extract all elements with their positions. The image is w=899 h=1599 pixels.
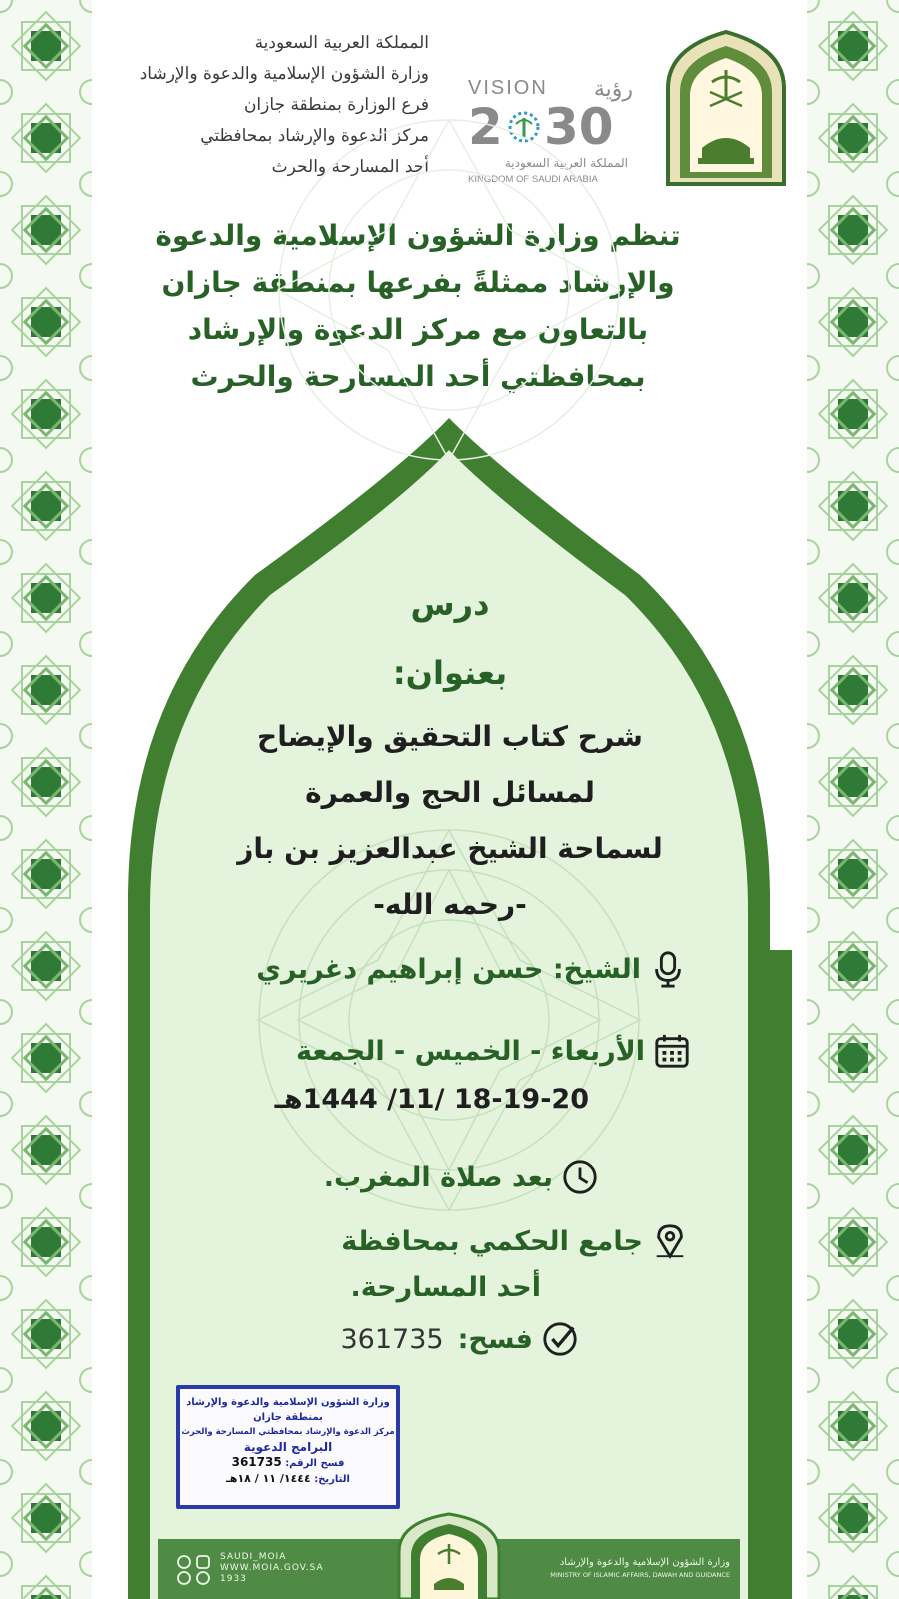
clock-icon [561, 1158, 599, 1196]
location-row-2 [351, 1272, 541, 1303]
intro-line-4: بمحافظتي أحد المسارحة والحرث [190, 360, 646, 393]
days-row [296, 1032, 691, 1070]
lesson-title-label: بعنوان: [392, 654, 508, 692]
location-line-1: جامع الحكمي بمحافظة [341, 1225, 643, 1257]
header-line-3: فرع الوزارة بمنطقة جازان [243, 95, 429, 115]
stamp-date-label: التاريخ: [314, 1474, 350, 1485]
time-row [324, 1158, 599, 1196]
footer-handle: SAUDI_MOIA [220, 1552, 287, 1562]
vision-word: VISION [468, 77, 548, 99]
stamp-line-2: بمنطقة جازان [253, 1412, 323, 1423]
sheikh-row [256, 950, 687, 988]
footer-number: 1933 [220, 1574, 247, 1584]
intro-line-2: والإرشاد ممثلةً بفرعها بمنطقة جازان [161, 266, 675, 299]
stamp-line-4: البرامج الدعوية [243, 1440, 333, 1454]
book-line-1: شرح كتاب التحقيق والإيضاح [257, 720, 643, 753]
date-text: 18-19-20 /11/ 1444هـ [274, 1084, 589, 1115]
social-icons [175, 1553, 215, 1587]
vision-kingdom-en: KINGDOM OF SAUDI ARABIA [468, 174, 598, 185]
microphone-icon [649, 950, 687, 988]
calendar-icon [653, 1032, 691, 1070]
permit-row [341, 1320, 580, 1358]
vision-year-left: 2 [468, 98, 503, 156]
stamp-date: ١٤٤٤/ ١١ / ١٨هـ [226, 1472, 311, 1485]
vision-arabic-word: رؤية [593, 77, 633, 102]
footer-ministry [535, 1556, 730, 1582]
location-line-2: أحد المسارحة. [350, 1272, 541, 1303]
official-stamp [176, 1385, 400, 1509]
stamp-number: 361735 [231, 1455, 282, 1469]
stamp-date-row [180, 1471, 396, 1487]
days-text: الأربعاء - الخميس - الجمعة [296, 1035, 645, 1067]
header-line-5: أحد المسارحة والحرث [271, 157, 429, 177]
footer-website: WWW.MOIA.GOV.SA [220, 1563, 324, 1573]
footer-ministry-ar: وزارة الشؤون الإسلامية والدعوة والإرشاد [559, 1557, 730, 1568]
footer-contact [220, 1552, 324, 1585]
vision-kingdom-ar: المملكة العربية السعودية [504, 156, 628, 170]
time-text: بعد صلاة المغرب. [323, 1161, 553, 1193]
date-row [275, 1084, 589, 1115]
lesson-type: درس [410, 585, 490, 623]
stamp-line-1: وزارة الشؤون الإسلامية والدعوة والإرشاد [186, 1397, 390, 1408]
stamp-number-label: فسح الرقم: [285, 1458, 345, 1469]
header-line-1: المملكة العربية السعودية [254, 33, 429, 53]
stamp-number-row [180, 1455, 396, 1471]
permit-number: 361735 [340, 1323, 444, 1355]
stamp-line-3: مركز الدعوة والإرشاد بمحافظتي المسارحة والحرث [181, 1427, 395, 1437]
header-line-4: مركز الدعوة والإرشاد بمحافظتي [200, 126, 429, 146]
intro-line-1: تنظم وزارة الشؤون الإسلامية والدعوة [155, 219, 681, 252]
location-pin-icon [651, 1222, 689, 1260]
intro-line-3: بالتعاون مع مركز الدعوة والإرشاد [187, 313, 649, 346]
permit-label: فسح: [457, 1323, 533, 1355]
sheikh-name: الشيخ: حسن إبراهيم دغريري [256, 953, 641, 985]
check-circle-icon [541, 1320, 579, 1358]
footer-ministry-en: MINISTRY OF ISLAMIC AFFAIRS, DAWAH AND GUIDANCE [550, 1571, 730, 1579]
book-line-2: لمسائل الحج والعمرة [305, 776, 595, 809]
book-line-4: -رحمه الله- [373, 888, 527, 921]
location-row [341, 1222, 689, 1260]
vision-year-right: 30 [544, 98, 614, 156]
header-line-2: وزارة الشؤون الإسلامية والدعوة والإرشاد [139, 64, 429, 84]
book-line-3: لسماحة الشيخ عبدالعزيز بن باز [237, 832, 663, 865]
